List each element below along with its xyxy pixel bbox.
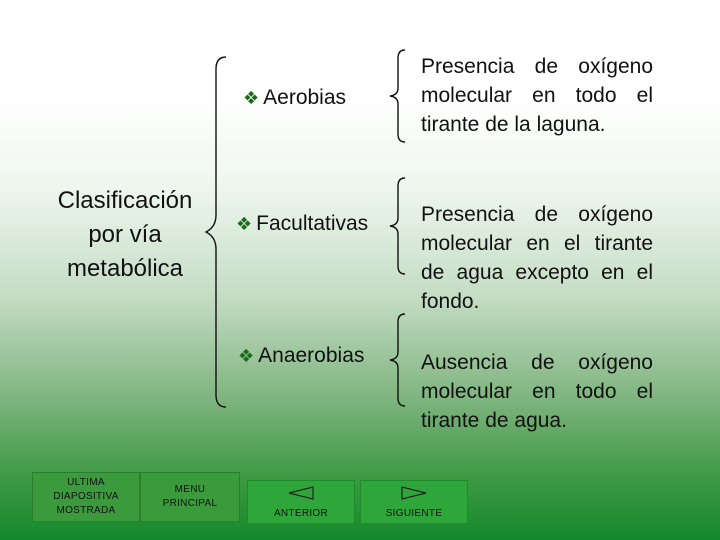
- diamond-bullet-icon: ❖: [236, 214, 253, 234]
- button-label: ANTERIOR: [273, 507, 329, 519]
- last-shown-slide-button[interactable]: [32, 472, 140, 522]
- right-triangle-icon: [401, 486, 427, 500]
- category-anaerobias: [238, 342, 378, 370]
- description-aerobias: Presencia de oxígeno molecular en todo el tirante de la laguna.: [421, 55, 653, 136]
- brace-facultativas: [385, 176, 409, 276]
- brace-aerobias: [385, 48, 409, 144]
- left-triangle-icon: [288, 486, 314, 500]
- button-label: SIGUIENTE: [385, 507, 443, 519]
- category-label: Facultativas: [256, 212, 369, 235]
- category-label: Aerobias: [263, 86, 347, 109]
- previous-button[interactable]: [247, 480, 355, 524]
- description-facultativas: Presencia de oxígeno molecular en el tirante de agua excepto en el fondo.: [421, 203, 653, 313]
- description-anaerobias: Ausencia de oxígeno molecular en todo el tirante de agua.: [421, 351, 653, 432]
- brace-anaerobias: [385, 312, 409, 408]
- category-facultativas: [236, 210, 376, 238]
- main-title: Clasificación por vía metabólica: [57, 187, 193, 282]
- diamond-bullet-icon: ❖: [238, 346, 255, 366]
- button-label: MENU PRINCIPAL: [162, 484, 218, 509]
- category-label: Anaerobias: [258, 344, 365, 367]
- button-label: ULTIMA DIAPOSITIVA MOSTRADA: [53, 477, 119, 516]
- diamond-bullet-icon: ❖: [243, 88, 260, 108]
- next-button[interactable]: [360, 480, 468, 524]
- category-aerobias: [243, 84, 353, 112]
- main-brace: [200, 55, 230, 410]
- main-menu-button[interactable]: [140, 472, 240, 522]
